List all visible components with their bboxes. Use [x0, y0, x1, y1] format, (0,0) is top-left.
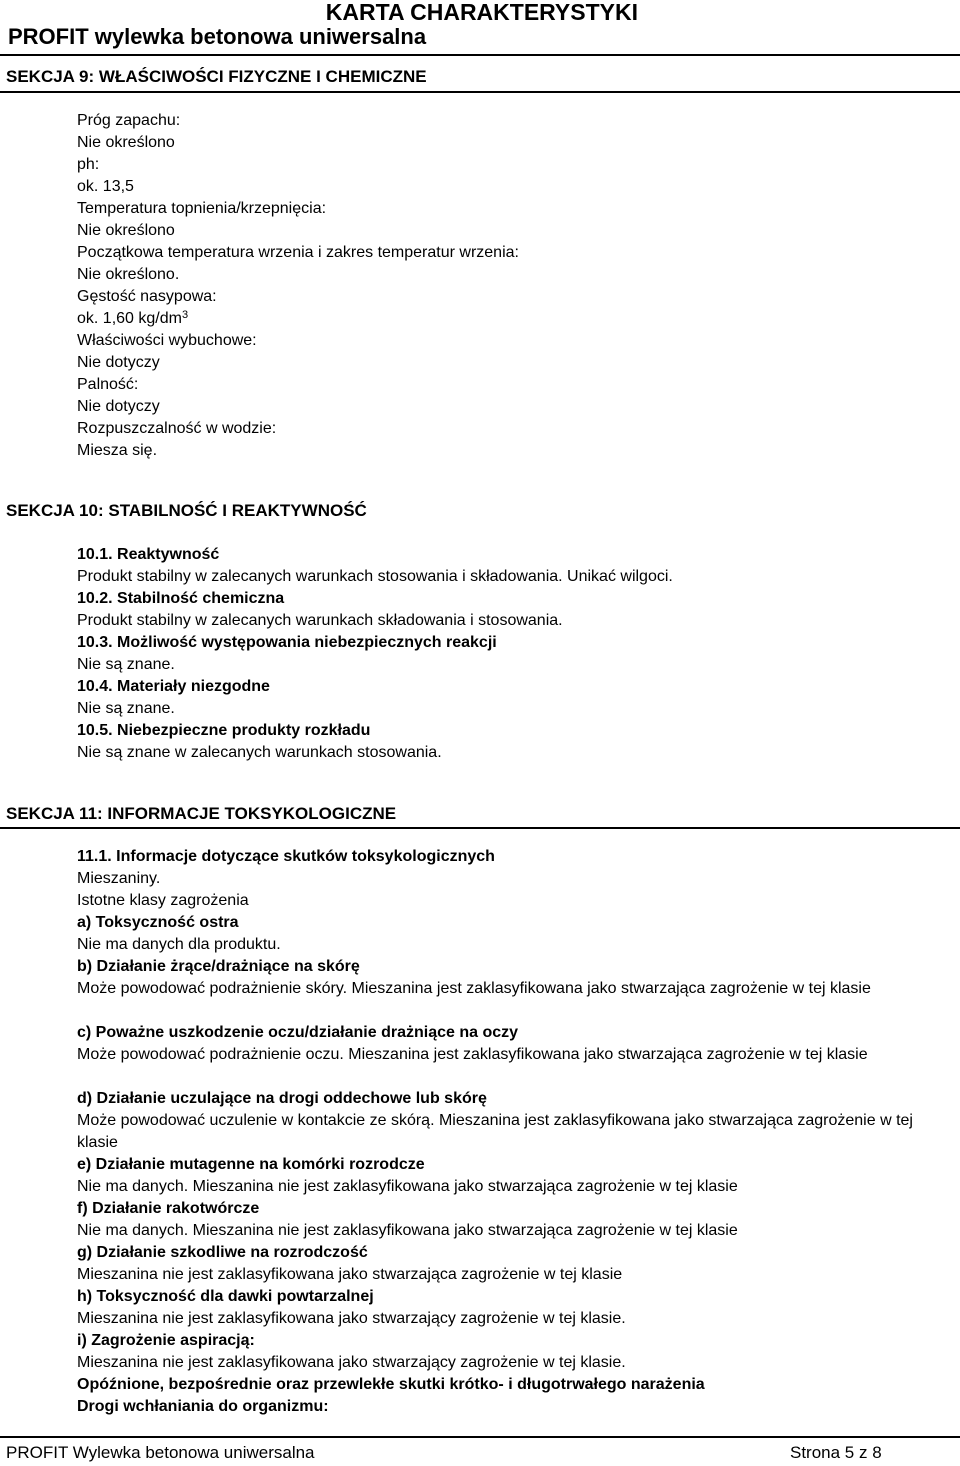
delayed-effects-heading: Opóźnione, bezpośrednie oraz przewlekłe skutki krótko- i długotrwałego narażenia	[77, 1376, 705, 1393]
skin-corrosion-heading: b) Działanie żrące/drażniące na skórę	[77, 958, 360, 975]
carcinogenicity-text: Nie ma danych. Mieszanina nie jest zaklasyfikowana jako stwarzająca zagrożenie w tej klasie	[77, 1222, 738, 1239]
footer-rule	[0, 1436, 960, 1438]
exposure-routes-heading: Drogi wchłaniania do organizmu:	[77, 1398, 329, 1415]
explosive-properties-value: Nie dotyczy	[77, 354, 160, 371]
footer-page-number: Strona 5 z 8	[790, 1443, 882, 1462]
incompatible-materials-text: Nie są znane.	[77, 700, 175, 717]
odour-threshold-value: Nie określono	[77, 134, 175, 151]
flammability-value: Nie dotyczy	[77, 398, 160, 415]
sensitisation-heading: d) Działanie uczulające na drogi oddechowe lub skórę	[77, 1090, 487, 1107]
boiling-point-value: Nie określono.	[77, 266, 180, 283]
ph-label: ph:	[77, 156, 100, 173]
product-name-title: PROFIT wylewka betonowa uniwersalna	[8, 24, 427, 49]
decomposition-products-text: Nie są znane w zalecanych warunkach stosowania.	[77, 744, 442, 761]
acute-toxicity-heading: a) Toksyczność ostra	[77, 914, 239, 931]
melting-point-label: Temperatura topnienia/krzepnięcia:	[77, 200, 327, 217]
mutagenicity-text: Nie ma danych. Mieszanina nie jest zaklasyfikowana jako stwarzająca zagrożenie w tej klasie	[77, 1178, 738, 1195]
bulk-density-label: Gęstość nasypowa:	[77, 288, 217, 305]
header-rule	[0, 54, 960, 56]
reproductive-toxicity-text: Mieszanina nie jest zaklasyfikowana jako stwarzająca zagrożenie w tej klasie	[77, 1266, 623, 1283]
section-9-title: SEKCJA 9: WŁAŚCIWOŚCI FIZYCZNE I CHEMICZNE	[6, 67, 427, 86]
bulk-density-value	[77, 308, 188, 330]
eye-damage-heading: c) Poważne uszkodzenie oczu/działanie drażniące na oczy	[77, 1024, 519, 1041]
toxicological-info-heading: 11.1. Informacje dotyczące skutków toksykologicznych	[77, 848, 495, 865]
acute-toxicity-text: Nie ma danych dla produktu.	[77, 936, 281, 953]
ph-value: ok. 13,5	[77, 178, 134, 195]
chemical-stability-heading: 10.2. Stabilność chemiczna	[77, 590, 285, 607]
decomposition-products-heading: 10.5. Niebezpieczne produkty rozkładu	[77, 722, 371, 739]
eye-damage-text: Może powodować podrażnienie oczu. Mieszanina jest zaklasyfikowana jako stwarzająca zagrożenie w tej klasie	[77, 1046, 868, 1063]
flammability-label: Palność:	[77, 376, 139, 393]
document-type-title: KARTA CHARAKTERYSTYKI	[325, 0, 638, 25]
section-11-title: SEKCJA 11: INFORMACJE TOKSYKOLOGICZNE	[6, 804, 397, 823]
carcinogenicity-heading: f) Działanie rakotwórcze	[77, 1200, 260, 1217]
reproductive-toxicity-heading: g) Działanie szkodliwe na rozrodczość	[77, 1244, 368, 1261]
mixtures-text: Mieszaniny.	[77, 870, 161, 887]
explosive-properties-label: Właściwości wybuchowe:	[77, 332, 257, 349]
aspiration-hazard-text: Mieszanina nie jest zaklasyfikowana jako stwarzający zagrożenie w tej klasie.	[77, 1354, 626, 1371]
bulk-density-number: ok. 1,60 kg/dm	[77, 310, 182, 327]
repeated-dose-text: Mieszanina nie jest zaklasyfikowana jako stwarzający zagrożenie w tej klasie.	[77, 1310, 626, 1327]
repeated-dose-heading: h) Toksyczność dla dawki powtarzalnej	[77, 1288, 374, 1305]
water-solubility-label: Rozpuszczalność w wodzie:	[77, 420, 277, 437]
incompatible-materials-heading: 10.4. Materiały niezgodne	[77, 678, 270, 695]
water-solubility-value: Miesza się.	[77, 442, 158, 459]
hazard-classes-label: Istotne klasy zagrożenia	[77, 892, 249, 909]
footer-product-name: PROFIT Wylewka betonowa uniwersalna	[6, 1443, 315, 1462]
aspiration-hazard-heading: i) Zagrożenie aspiracją:	[77, 1332, 255, 1349]
section-11-rule	[0, 827, 960, 829]
skin-corrosion-text: Może powodować podrażnienie skóry. Mieszanina jest zaklasyfikowana jako stwarzająca zagrożenie w tej klasie	[77, 980, 871, 997]
sensitisation-text: Może powodować uczulenie w kontakcie ze skórą. Mieszanina jest zaklasyfikowana jako stwarzająca zagrożenie w tej klasie	[77, 1112, 913, 1151]
reactivity-heading: 10.1. Reaktywność	[77, 546, 220, 563]
melting-point-value: Nie określono	[77, 222, 175, 239]
odour-threshold-label: Próg zapachu:	[77, 112, 181, 129]
chemical-stability-text: Produkt stabilny w zalecanych warunkach składowania i stosowania.	[77, 612, 563, 629]
hazardous-reactions-heading: 10.3. Możliwość występowania niebezpiecznych reakcji	[77, 634, 497, 651]
section-9-rule	[0, 91, 960, 93]
reactivity-text: Produkt stabilny w zalecanych warunkach stosowania i składowania. Unikać wilgoci.	[77, 568, 673, 585]
hazardous-reactions-text: Nie są znane.	[77, 656, 175, 673]
boiling-point-label: Początkowa temperatura wrzenia i zakres temperatur wrzenia:	[77, 244, 519, 261]
section-10-title: SEKCJA 10: STABILNOŚĆ I REAKTYWNOŚĆ	[6, 501, 367, 520]
bulk-density-exponent: 3	[181, 309, 189, 321]
mutagenicity-heading: e) Działanie mutagenne na komórki rozrodcze	[77, 1156, 425, 1173]
